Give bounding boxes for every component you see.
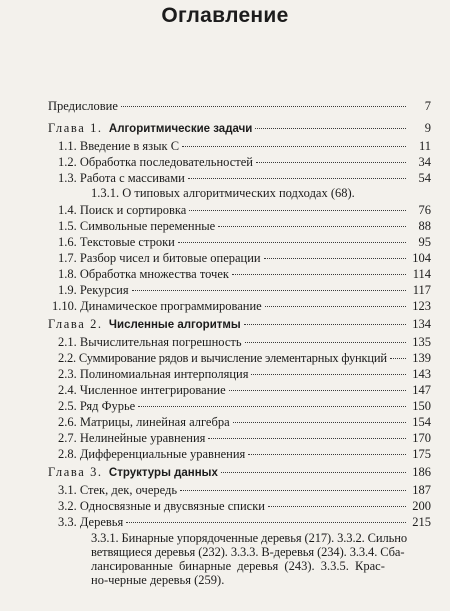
toc-entry-label: Предисловие [48,99,118,113]
toc-entry[interactable] [58,155,431,171]
leader-dots [138,406,406,407]
toc-entry-page: 134 [412,317,431,331]
leader-dots [221,472,406,473]
toc-entry-page: 34 [418,155,431,169]
toc-entry[interactable] [58,203,431,219]
leader-dots [180,490,406,491]
toc-chapter-1[interactable] [48,121,431,137]
leader-dots [132,290,406,291]
toc-entry-page: 150 [412,399,431,413]
leader-dots [248,454,406,455]
toc-entry[interactable] [58,383,431,399]
toc-entry-page: 154 [412,415,431,429]
chapter-title: Структуры данных [108,467,218,479]
toc-entry-label: 1.10. Динамическое программирование [52,299,262,313]
toc-entry-label: 1.6. Текстовые строки [58,235,175,249]
toc-entry-label: 2.6. Матрицы, линейная алгебра [58,415,230,429]
leader-dots [208,438,406,439]
subsection-line[interactable]: ветвящиеся деревья (232). 3.3.3. В-деревья (234). 3.3.4. Сба- [91,545,405,559]
toc-entry-page: 135 [412,335,431,349]
toc-entry-page: 104 [412,251,431,265]
toc-entry[interactable] [58,515,431,531]
toc-chapter-2[interactable] [48,317,431,333]
toc-entry[interactable] [58,367,431,383]
toc-entry-page: 147 [412,383,431,397]
toc-entry-label: 3.3. Деревья [58,515,124,529]
toc-entry-page: 114 [412,267,431,281]
toc-entry-label: 2.1. Вычислительная погрешность [58,335,242,349]
toc-entry-label: 1.5. Символьные переменные [58,219,216,233]
leader-dots [390,358,406,359]
leader-dots [245,342,406,343]
chapter-number: Глава 2. [48,317,103,331]
toc-entry-page: 9 [424,121,431,135]
leader-dots [232,274,406,275]
toc-entry-page: 117 [412,283,431,297]
leader-dots [189,210,406,211]
chapter-number: Глава 1. [48,121,103,135]
leader-dots [268,506,406,507]
toc-entry[interactable] [52,299,431,315]
toc-entry-page: 11 [418,139,431,153]
leader-dots [256,162,406,163]
leader-dots [121,106,406,107]
chapter-number: Глава 3. [48,465,103,479]
toc-entry[interactable] [58,219,431,235]
toc-entry-label: 2.8. Дифференциальные уравнения [58,447,246,461]
toc-entry-page: 76 [418,203,431,217]
toc-entry-label: 1.8. Обработка множества точек [58,267,229,281]
toc-entry-label: 2.5. Ряд Фурье [58,399,136,413]
leader-dots [255,128,406,129]
toc-entry-page: 215 [412,515,431,529]
leader-dots [126,522,406,523]
toc-entry[interactable] [58,139,431,155]
toc-entry-preface[interactable] [48,99,431,115]
toc-entry-page: 200 [412,499,431,513]
toc-entry-label: 2.4. Численное интегрирование [58,383,226,397]
subsection-line[interactable]: 3.3.1. Бинарные упорядоченные деревья (217). 3.3.2. Сильно [91,531,407,545]
toc-entry-label: 1.2. Обработка последовательностей [58,155,253,169]
leader-dots [178,242,406,243]
toc-entry-label: 1.4. Поиск и сортировка [58,203,187,217]
toc-entry-page: 143 [412,367,431,381]
toc-entry[interactable] [58,447,431,463]
toc-entry-page: 139 [412,351,431,365]
page-title: Оглавление [161,4,289,27]
toc-entry-label: 1.3. Работа с массивами [58,171,185,185]
toc-entry-page: 95 [418,235,431,249]
toc-entry-label: 3.2. Односвязные и двусвязные списки [58,499,265,513]
toc-entry[interactable] [58,399,431,415]
toc-entry-page: 170 [412,431,431,445]
toc-entry[interactable] [58,283,431,299]
leader-dots [182,146,406,147]
subsection-line[interactable]: лансированные бинарные деревья (243). 3.3.5. Крас- [91,559,385,573]
toc-entry[interactable] [58,483,431,499]
toc-entry-page: 88 [418,219,431,233]
leader-dots [244,324,406,325]
toc-entry[interactable] [58,431,431,447]
chapter-title: Численные алгоритмы [108,319,241,331]
toc-entry[interactable] [58,251,431,267]
leader-dots [218,226,406,227]
toc-entry[interactable] [58,267,431,283]
toc-entry-label: 2.7. Нелинейные уравнения [58,431,206,445]
toc-entry-page: 187 [412,483,431,497]
toc-entry-page: 186 [412,465,431,479]
leader-dots [265,306,406,307]
toc-entry-page: 7 [424,99,431,113]
toc-entry-label: 2.2. Суммирование рядов и вычисление элементарных функций [58,351,387,365]
toc-entry[interactable] [58,235,431,251]
toc-entry[interactable] [58,171,431,187]
leader-dots [229,390,406,391]
toc-entry-label: 1.9. Рекурсия [58,283,129,297]
toc-entry[interactable] [58,499,431,515]
chapter-title: Алгоритмические задачи [108,123,253,135]
leader-dots [251,374,406,375]
leader-dots [233,422,406,423]
leader-dots [188,178,406,179]
toc-entry-label: 1.1. Введение в язык С [58,139,180,153]
subsection-line[interactable]: но-черные деревья (259). [91,573,225,587]
toc-subsection[interactable]: 1.3.1. О типовых алгоритмических подходах (68). [91,186,355,200]
leader-dots [264,258,406,259]
toc-entry-label: 2.3. Полиномиальная интерполяция [58,367,249,381]
toc-entry-label: 1.7. Разбор чисел и битовые операции [58,251,261,265]
toc-entry-page: 54 [418,171,431,185]
toc-entry[interactable] [58,335,431,351]
toc-chapter-3[interactable] [48,465,431,481]
toc-entry[interactable] [58,351,431,367]
toc-entry-page: 123 [412,299,431,313]
toc-entry-page: 175 [412,447,431,461]
toc-entry[interactable] [58,415,431,431]
toc-entry-label: 3.1. Стек, дек, очередь [58,483,178,497]
